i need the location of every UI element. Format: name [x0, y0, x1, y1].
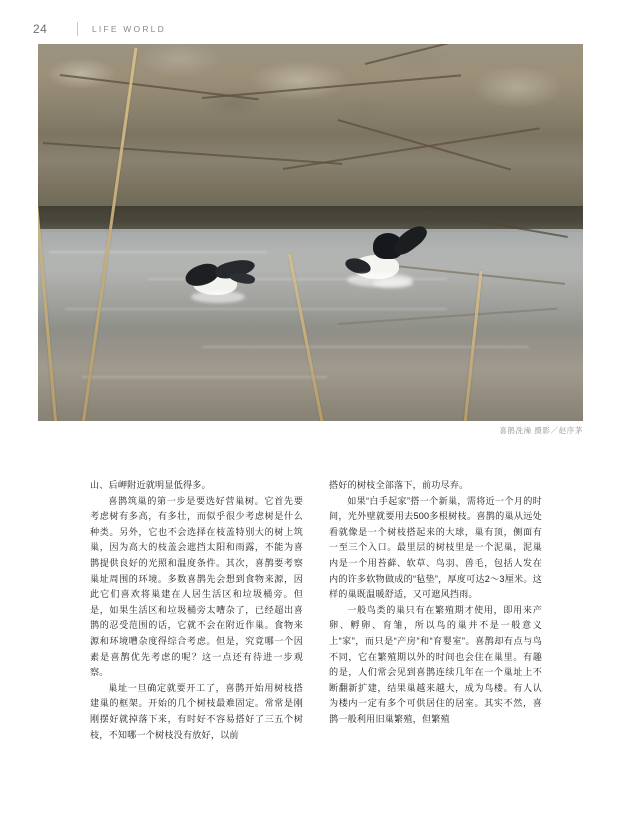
- column-right: [329, 478, 542, 743]
- header-divider: [77, 22, 78, 36]
- paragraph: 山、后岬附近就明显低得多。: [90, 480, 211, 490]
- paragraph: 一般鸟类的巢只有在繁殖期才使用，即用来产卵、孵卵、育雏，所以鸟的巢并不是一般意义上“家”，而只是“产房”和“育婴室”。喜鹊却有点与鸟不同，它在繁殖期以外的时间也会住在巢里。有趣的是，人们常会见到喜鹊连续几年在一个巢址上不断翻新扩建，结果巢越来越大，成为鸟楼。有人认为楼内一定有多个可供居住的居室。其实不然，喜鹊一般利用旧巢繁殖，但繁殖: [329, 604, 542, 724]
- figure: [38, 44, 583, 435]
- water-ripple: [82, 376, 327, 378]
- magpie-left: [185, 259, 261, 303]
- photo-magpies-bathing: [38, 44, 583, 421]
- figure-caption: 喜鹊洗澡 摄影／赵序茅: [499, 426, 583, 435]
- paragraph: 如果“白手起家”搭一个新巢，需将近一个月的时间，光外壁就要用去500多根树枝。喜鹊的巢从远处看就像是一个树枝搭起来的大球，巢有顶，侧面有一至三个入口。最里层的树枝里是一个泥巢，泥巢内是一个用苔藓、软草、鸟羽、兽毛，包括人发在内的许多软物做成的“毡垫”，厚度可达2～3厘米。这样的巢既温暖舒适，又可遮风挡雨。: [329, 495, 542, 600]
- paragraph: 搭好的树枝全部落下，前功尽弃。: [329, 480, 469, 490]
- body-columns: [90, 478, 542, 743]
- paragraph: 喜鹊筑巢的第一步是要选好营巢树。它首先要考虑树有多高，有多壮，而似乎很少考虑树是什么种类。另外，它也不会选择在枝盖特别大的树上筑巢，因为高大的枝盖会遮挡太阳和雨露，不能为喜鹊提供良好的光照和温度条件。其次，喜鹊要考察巢址周围的环境。多数喜鹊先会想到食物来源，因此它们喜欢将巢建在人居生活区和垃圾桶旁。但是，如果生活区和垃圾桶旁太嘈杂了，已经超出喜鹊的忍受范围的话，它就不会在附近作巢。食物来源和环境嘈杂度得综合考虑。但是，究竟哪一个因素是喜鹊优先考虑的呢？这一点还有待进一步观察。: [90, 495, 303, 678]
- page-number: 24: [33, 22, 48, 36]
- photo-rocky-bank: [38, 44, 583, 210]
- magpie-right: [343, 233, 429, 289]
- photo-water: [38, 229, 583, 421]
- water-ripple: [49, 251, 267, 253]
- water-ripple: [65, 308, 447, 310]
- publication-title: LIFE WORLD: [92, 24, 166, 34]
- paragraph: 巢址一旦确定就要开工了，喜鹊开始用树枝搭建巢的框架。开始的几个树枝最难固定。常常是刚刚摆好就掉落下来，有时好不容易搭好了三五个树枝，不知哪一个树枝没有放好，以前: [90, 682, 303, 740]
- water-ripple: [202, 346, 529, 348]
- page-header: [33, 18, 588, 40]
- column-left: [90, 478, 303, 743]
